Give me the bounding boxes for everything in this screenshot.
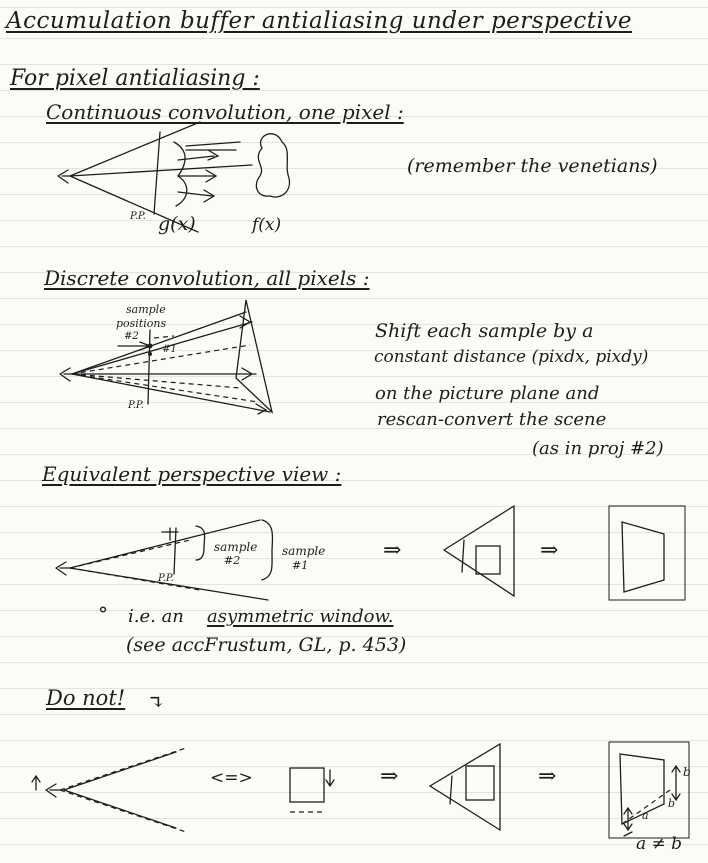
section3-label-sample1: sample	[282, 544, 326, 558]
section4-arrow-a: ⇒	[380, 764, 399, 789]
section4-label-b1: b	[683, 765, 691, 779]
page-title: Accumulation buffer antialiasing under perspective	[6, 8, 633, 34]
filter-curve	[174, 142, 187, 206]
brace-sample-1	[262, 520, 273, 580]
section2-text-line3: on the picture plane and	[375, 383, 600, 404]
section4-inequality: a ≠ b	[636, 834, 683, 854]
section2-label-2: #2	[124, 331, 139, 342]
section3-arrow-a: ⇒	[383, 538, 402, 563]
section3-note-prefix: i.e. an	[128, 606, 184, 627]
eye-icon-3	[56, 562, 70, 575]
result-quad	[622, 522, 664, 592]
section1-heading: Continuous convolution, one pixel :	[46, 100, 404, 124]
section3-label-num1: #1	[292, 559, 309, 572]
section2-text-line4: rescan-convert the scene	[377, 409, 607, 430]
section2-label-positions: positions	[116, 317, 167, 330]
section2-label-sample: sample	[126, 303, 166, 316]
frustum-triangle-2	[430, 744, 500, 830]
eye-icon-4	[46, 784, 60, 797]
section2-heading: Discrete convolution, all pixels :	[44, 266, 370, 290]
section3-label-num2: #2	[224, 554, 241, 567]
brace-sample-2	[196, 526, 205, 560]
result-frame	[609, 506, 685, 600]
diagram-do-not	[32, 742, 689, 838]
heading-pixel-antialiasing: For pixel antialiasing :	[10, 66, 260, 91]
section4-arrow-b: ⇒	[538, 764, 557, 789]
section2-text-line5: (as in proj #2)	[532, 438, 664, 459]
up-arrow-small	[32, 776, 40, 790]
section2-label-1: #1	[162, 344, 177, 355]
section3-bullet: °	[98, 602, 108, 626]
section3-label-sample2: sample	[214, 540, 258, 554]
section3-heading: Equivalent perspective view :	[42, 462, 342, 486]
section2-text-line1: Shift each sample by a	[375, 320, 594, 342]
section1-note: (remember the venetians)	[407, 155, 658, 177]
section4-heading: Do not!	[46, 686, 126, 710]
picture-plane-line-3	[174, 528, 176, 574]
window-square-3	[466, 766, 494, 800]
picture-plane-line	[154, 132, 160, 214]
section3-arrow-b: ⇒	[540, 538, 559, 563]
frustum-triangle	[444, 506, 514, 596]
window-square	[476, 546, 500, 574]
section4-equivalence: <=>	[210, 768, 253, 788]
diagram-discrete-convolution	[60, 300, 272, 414]
section1-label-gx: g(x)	[158, 213, 196, 235]
diagram-equivalent-perspective	[56, 506, 685, 600]
section2-text-line2: constant distance (pixdx, pixdy)	[374, 347, 649, 367]
section4-hook-arrow: ↴	[148, 690, 165, 714]
result-quad-2	[620, 754, 664, 824]
section3-label-pp: P.P.	[158, 573, 174, 584]
section3-note-underlined: asymmetric window.	[207, 606, 394, 627]
diagram-continuous-convolution	[58, 122, 289, 232]
section1-label-pp: P.P.	[130, 211, 146, 222]
scene-function-blob	[256, 134, 289, 197]
picture-plane-line-2	[148, 330, 150, 404]
sample-shift-arrow	[118, 342, 150, 350]
section4-label-b2: b	[668, 797, 676, 810]
section1-label-fx: f(x)	[252, 215, 282, 235]
window-square-2	[290, 768, 324, 802]
section4-label-a: a	[642, 809, 649, 822]
section3-see-reference: (see accFrustum, GL, p. 453)	[126, 634, 407, 656]
section2-label-pp: P.P.	[128, 400, 144, 411]
down-arrow-small	[326, 770, 334, 786]
